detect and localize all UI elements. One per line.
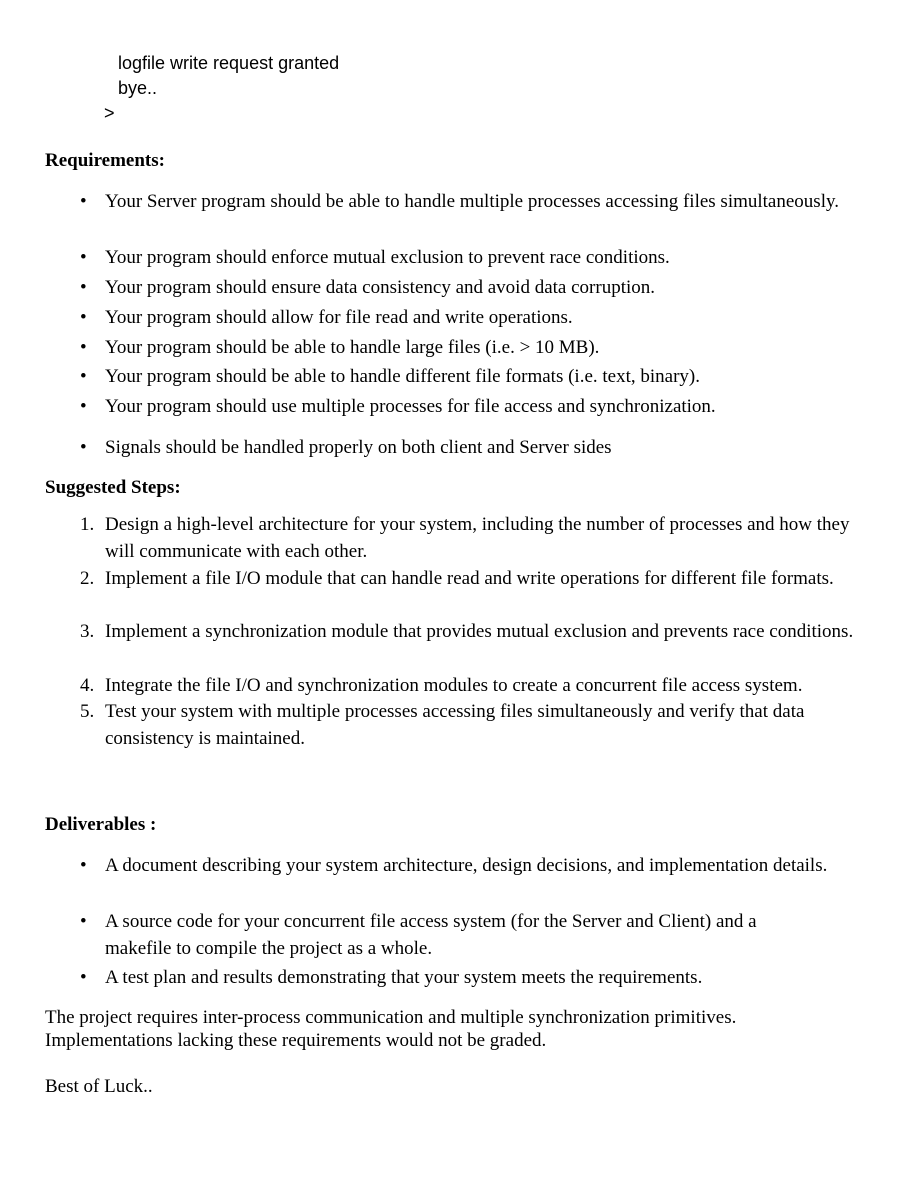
list-item: Your program should enforce mutual exclusion to prevent race conditions. — [105, 247, 670, 268]
list-item: Your program should be able to handle different file formats (i.e. text, binary). — [105, 366, 701, 387]
bullet-marker: • — [80, 337, 87, 358]
bullet-marker: • — [80, 437, 87, 458]
list-item: Signals should be handled properly on both client and Server sides — [105, 437, 612, 458]
list-item: Design a high-level architecture for your system, including the number of processes and how they will communicate with each other. — [105, 514, 850, 562]
list-item: Integrate the file I/O and synchronization modules to create a concurrent file access system. — [105, 675, 803, 696]
list-item: Your program should allow for file read and write operations. — [105, 307, 573, 328]
list-item: Test your system with multiple processes accessing files simultaneously and verify that data consistency is maintained. — [105, 701, 805, 749]
signoff: Best of Luck.. — [45, 1076, 153, 1097]
closing-note: The project requires inter-process communication and multiple synchronization primitives. Implementations lacking these requirements would not be graded. — [45, 1007, 737, 1051]
list-item: Implement a file I/O module that can handle read and write operations for different file formats. — [105, 568, 834, 589]
step-number: 4. — [80, 675, 95, 696]
requirements-heading: Requirements: — [45, 150, 165, 171]
suggested-steps-heading: Suggested Steps: — [45, 477, 181, 498]
bullet-marker: • — [80, 247, 87, 268]
bullet-marker: • — [80, 307, 87, 328]
bullet-marker: • — [80, 277, 87, 298]
list-item: A document describing your system architecture, design decisions, and implementation details. — [105, 855, 828, 876]
list-item: Implement a synchronization module that provides mutual exclusion and prevents race conditions. — [105, 621, 854, 642]
bullet-marker: • — [80, 191, 87, 212]
step-number: 5. — [80, 701, 95, 722]
terminal-output-line: logfile write request granted — [118, 53, 340, 73]
list-item: A test plan and results demonstrating that your system meets the requirements. — [105, 967, 703, 988]
list-item: Your Server program should be able to handle multiple processes accessing files simultaneously. — [105, 191, 839, 212]
step-number: 2. — [80, 568, 95, 589]
step-number: 3. — [80, 621, 95, 642]
deliverables-heading: Deliverables : — [45, 814, 157, 835]
bullet-marker: • — [80, 855, 87, 876]
bullet-marker: • — [80, 396, 87, 417]
bullet-marker: • — [80, 967, 87, 988]
bullet-marker: • — [80, 366, 87, 387]
list-item: Your program should use multiple processes for file access and synchronization. — [105, 396, 716, 417]
terminal-output-line: bye.. — [118, 78, 158, 98]
terminal-prompt: > — [104, 103, 115, 123]
step-number: 1. — [80, 514, 95, 535]
list-item: A source code for your concurrent file access system (for the Server and Client) and a makefile to compile the project as a whole. — [105, 911, 757, 959]
list-item: Your program should ensure data consistency and avoid data corruption. — [105, 277, 655, 298]
list-item: Your program should be able to handle large files (i.e. > 10 MB). — [105, 337, 600, 358]
bullet-marker: • — [80, 911, 87, 932]
